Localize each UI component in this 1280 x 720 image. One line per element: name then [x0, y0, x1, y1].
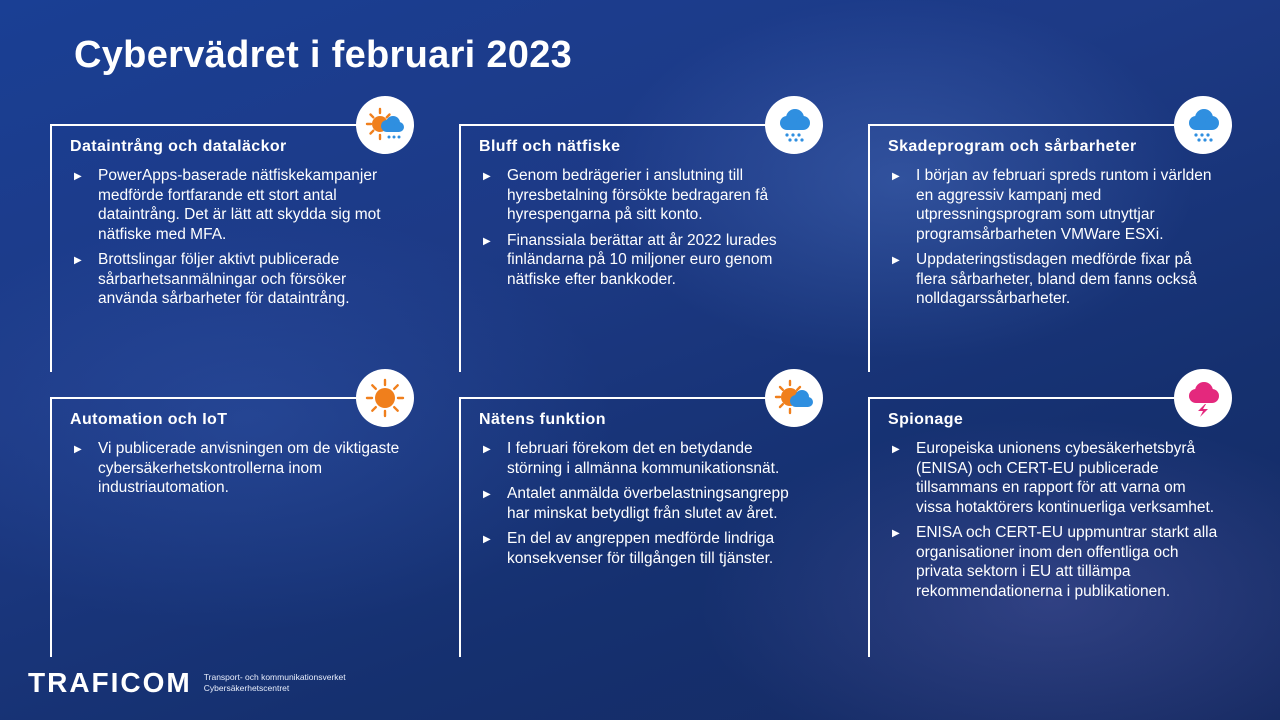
unit-name: Cybersäkerhetscentret — [203, 683, 290, 693]
logo-subtitle — [204, 672, 346, 694]
card-network-function — [459, 397, 821, 657]
bullet-list — [70, 166, 402, 309]
bullet-item: ▶ I början av februari spreds runtom i världen en aggressiv kampanj med utpressningsprogram som utnyttjar programsårbarheten VMWare ESXi. — [888, 166, 1220, 244]
agency-name: Transport- och kommunikationsverket — [203, 672, 346, 682]
bullet-item: ▶ Uppdateringstisdagen medförde fixar på flera sårbarheter, bland dem fanns också nolldagarssårbarheter. — [888, 250, 1220, 309]
card-title: Automation och IoT — [70, 411, 228, 428]
card-title: Skadeprogram och sårbarheter — [888, 138, 1137, 155]
bullet-item: ▶ I februari förekom det en betydande störning i allmänna kommunikationsnät. — [479, 439, 811, 478]
bullet-item: ▶ ENISA och CERT-EU uppmuntrar starkt alla organisationer inom den offentliga och privata sektorn i EU att tillämpa rekommendationerna i publikationen. — [888, 523, 1220, 601]
card-title: Spionage — [888, 411, 964, 428]
card-title: Nätens funktion — [479, 411, 606, 428]
bullet-item: ▶ Brottslingar följer aktivt publicerade sårbarhetsanmälningar och försöker använda sårbarheter för dataintrång. — [70, 250, 402, 309]
bullet-list — [888, 166, 1220, 309]
logo-wordmark: TRAFICOM — [28, 667, 192, 698]
card-phishing — [459, 124, 821, 372]
bullet-item: ▶ Antalet anmälda överbelastningsangrepp har minskat betydligt från slutet av året. — [479, 484, 811, 523]
bullet-item: ▶ En del av angreppen medförde lindriga konsekvenser för tillgången till tjänster. — [479, 529, 811, 568]
card-malware — [868, 124, 1230, 372]
card-data-breaches — [50, 124, 412, 372]
bullet-item: ▶ Finanssiala berättar att år 2022 lurades finländarna på 10 miljoner euro genom nätfiske efter bankkoder. — [479, 231, 811, 290]
card-title: Dataintrång och dataläckor — [70, 138, 287, 155]
traficom-logo — [28, 668, 346, 698]
page-title: Cybervädret i februari 2023 — [74, 34, 573, 76]
bullet-list — [70, 439, 402, 498]
card-automation-iot — [50, 397, 412, 657]
bullet-list — [479, 439, 811, 568]
bullet-item: ▶ Europeiska unionens cybesäkerhetsbyrå (ENISA) och CERT-EU publicerade tillsammans en rapport för att varna om vissa hotaktörers kontinuerliga verksamhet. — [888, 439, 1220, 517]
bullet-list — [479, 166, 811, 289]
card-espionage — [868, 397, 1230, 657]
bullet-item: ▶ Genom bedrägerier i anslutning till hyresbetalning försökte bedragaren få hyrespengarna på sitt konto. — [479, 166, 811, 225]
card-title: Bluff och nätfiske — [479, 138, 621, 155]
bullet-item: ▶ PowerApps-baserade nätfiskekampanjer medförde fortfarande ett stort antal dataintrång. Det är lätt att skydda sig mot nätfiske med MFA. — [70, 166, 402, 244]
bullet-list — [888, 439, 1220, 601]
bullet-item: ▶ Vi publicerade anvisningen om de viktigaste cybersäkerhetskontrollerna inom industriautomation. — [70, 439, 402, 498]
